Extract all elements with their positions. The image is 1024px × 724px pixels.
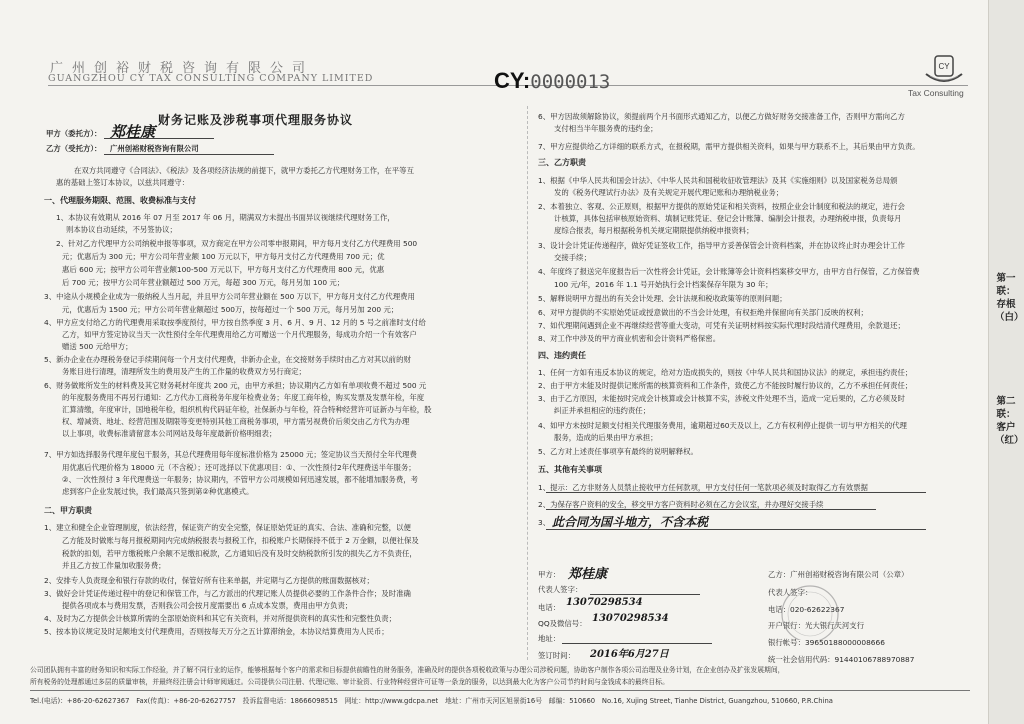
s1-line: 元；优惠后为 300 元；甲方公司年营业额 100 万元以下，甲方每月支付乙方代理费用 700 元；优 [62, 252, 385, 261]
company-name-en: GUANGZHOU CY TAX CONSULTING COMPANY LIMITED [48, 73, 374, 84]
s5-line: 2、为保存客户资料的安全，移交甲方客户资料时必须在乙方会议室，并办理好交接手续 [538, 500, 824, 509]
s2b-line: 支付相当半年服务费的违约金； [554, 124, 658, 133]
s2-line: 1、建立和健全企业管理制度，依法经营，保证资产的安全完整，保证原始凭证的真实、合法、准确和完整，以便 [44, 523, 411, 532]
s3-line: 4、年度终了报送完年度报告后一次性将会计凭证，会计账簿等会计资料档案移交甲方，由甲方自行保管，乙方保管费 [538, 267, 920, 276]
s3-line: 7、如代理期间遇到企业不再继续经营等重大变动，可凭有关证明材料按实际代理时段结清代理费用，余款退还； [538, 321, 905, 330]
s2b-line: 6、甲方因故须解除协议，须提前两个月书面形式通知乙方，以便乙方做好财务交接准备工作，否则甲方需向乙方 [538, 112, 905, 121]
s1-line: 5、新办企业在办理税务登记手续期间每一个月支付代理费，非新办企业，在交接财务手续时由乙方对其以前的财 [44, 355, 411, 364]
s1-line: 惠后 600 元；按甲方公司年营业额100-500 万元以下，甲方每月支付乙方代理费用 800 元，优惠 [62, 265, 385, 274]
s3-line: 2、本着独立、客观、公正原则，根据甲方提供的原始凭证和相关资料，按照企业会计制度和税法的规定，进行会 [538, 202, 905, 211]
footer-divider [30, 690, 970, 691]
party-a-sign-label: 甲方： [538, 570, 561, 579]
s4-line: 3、由于乙方原因，未能按时完成会计核算或会计核算不实，涉税文件处理不当，造成一定后果的，乙方必须及时 [538, 394, 905, 403]
s3-line: 度综合报表，每月根据税务机关规定期限提供纳税申报资料； [554, 226, 754, 235]
s5-handwritten-note: 此合同为国斗地方，不含本税 [552, 515, 709, 529]
s5-underline [546, 509, 876, 510]
s1-line: 以上事项，收费标准请留意本公司网站及每年度最新价格明细表； [62, 429, 277, 438]
party-a-phone-label: 电话： [538, 603, 561, 612]
s1-line: 权、增减资、地址、经营范围及期限等变更特别其他工商税务事项，甲方需另视费价后须交由乙方代为办理 [62, 417, 410, 426]
party-a-name: 郑桂康 [110, 123, 156, 141]
s1-line: 3、中途从小规模企业成为一般纳税人当月起，并且甲方公司年营业额在 500 万以下，甲方每月支付乙方代理费用 [44, 292, 415, 301]
s1-line: 7、甲方如选择服务代理年度包干服务，其总代理费用每年度标准价格为 25000 元；签定协议当天预付全年代理费 [44, 450, 417, 459]
signing-date: 2016年6月27日 [590, 649, 669, 660]
s2-line: 提供各项成本与费用发票，否则我公司会按月度需要出 6 点成本发票，费用由甲方负责； [62, 601, 353, 610]
s2-line: 2、安排专人负责现金和银行存款的收付，保管好所有往来单据，并定期与乙方提供的账面数据核对； [44, 576, 374, 585]
serial-prefix: CY: [494, 68, 531, 93]
serial-number [494, 68, 610, 94]
party-b-bank: 开户银行：光大银行天河支行 [768, 621, 865, 630]
party-b-label: 乙方（受托方）： [46, 144, 102, 153]
s1-line: 则本协议自动延续，不另签协议； [66, 225, 177, 234]
s5-underline [546, 492, 926, 493]
signing-date-label: 签订时间： [538, 651, 575, 660]
s1-line: 的年度服务费用不再另行通知：乙方代办工商税务年度年检费业务；年度工商年检，购买发票及发票年检，年度 [62, 393, 425, 402]
party-a-phone: 13070298534 [566, 597, 643, 608]
party-b-sign-label: 乙方：广州创裕财税咨询有限公司（公章） [768, 570, 909, 579]
s2-line: 4、及时为乙方提供会计核算所需的全部原始资料和其它有关资料，并对所提供资料的真实性和完整性负责； [44, 614, 397, 623]
s1-line: 赠送 500 元给甲方； [62, 342, 133, 351]
s1-line: 务账目进行清理，清理所发生的费用及产生的工作量的收费双方另行商定； [62, 367, 306, 376]
s4-line: 1、任何一方如有违反本协议的规定，给对方造成损失的，则按《中华人民共和国协议法》的规定，承担违约责任； [538, 368, 913, 377]
footer-contact: Tel.(电话)：+86-20-62627367 Fax(传真)：+86-20-62627757 投诉监督电话：18666098515 网址：http://www.gdcpa.net 地址：广州市天河区旭景街16号 邮编：510660 No.16, Xujing Street, Tianhe District, Guangzhou, 510660, P.R.China [30, 697, 833, 705]
intro-line-2: 惠的基础上签订本协议，以兹共同遵守： [56, 178, 190, 187]
company-logo-icon [920, 52, 968, 86]
s1-line: 4、甲方应支付给乙方的代理费用采取按季度预付，甲方按自然季度 3 月、6 月、9 月、12 月的 5 号之前准时支付给 [44, 318, 426, 327]
party-a-qq-label: QQ及微信号： [538, 619, 587, 628]
s1-line: 汇算清缴，年度审计，国地税年检，组织机构代码证年检，社保新办与年检，符合特种经营许可证新办与年检，股 [62, 405, 432, 414]
company-seal-icon [760, 580, 860, 640]
party-a-address-label: 地址： [538, 634, 561, 643]
s1-line: 1、本协议有效期从 2016 年 07 月至 2017 年 06 月，期满双方未提出书面异议视继续代理财务工作， [56, 213, 395, 222]
s5-line: 3、 [538, 518, 551, 527]
s4-line: 4、如甲方未按时足额支付相关代理服务费用，逾期超过60天及以上，乙方有权利停止提供一切与甲方相关的代理 [538, 421, 907, 430]
party-a-qq: 13070298534 [592, 613, 669, 624]
tax-consulting-label: Tax Consulting [908, 88, 964, 98]
party-b-name: 广州创裕财税咨询有限公司 [110, 144, 199, 153]
section-5-heading: 五、其他有关事项 [538, 465, 602, 474]
s2-line: 乙方能及时做账与每月报税期间内完成纳税报表与报税工作，扣税账户长期保持不低于 2 万金额，以便社保及 [62, 536, 419, 545]
party-a-rep-label: 代表人签字： [538, 585, 583, 594]
s3-line: 6、对甲方提供的不实原始凭证或授意做出的不当会计处理，有权拒绝并保留向有关部门反映的权利； [538, 308, 868, 317]
s3-line: 8、对工作中涉及的甲方商业机密和会计资料严格保密。 [538, 334, 721, 343]
party-b-underline [104, 154, 274, 155]
s4-line: 2、由于甲方未能及时提供记账所需的核算资料和工作条件，致使乙方不能按时履行协议的，乙方不承担任何责任； [538, 381, 913, 390]
copy-label-customer: 第二联：客户（红） [995, 396, 1024, 446]
s2-line: 税款的扣划，若甲方缴税账户余额不足缴扣税款，乙方通知后没有及时交纳税款所引发的损失乙方不负责任， [62, 549, 417, 558]
s3-line: 发的《税务代理试行办法》及有关规定开展代理记账和办理纳税业务； [554, 188, 784, 197]
serial-value: 0000013 [530, 71, 611, 93]
section-2-heading: 二、甲方职责 [44, 506, 92, 515]
s2-line: 并且乙方按工作量加收服务费； [62, 561, 166, 570]
s3-line: 计核算，具体包括审核原始资料、填制记账凭证、登记会计账簿、编制会计报表，办理纳税申报，负责每月 [554, 214, 902, 223]
s1-line: ②、一次性预付 3 年代理费送一年服务；协议期内，不管甲方公司规模如何迅速发展，都不能增加服务费，考 [62, 475, 418, 484]
s5-underline [546, 529, 926, 530]
s3-line: 交接手续； [554, 253, 591, 262]
section-1-heading: 一、代理服务期限、范围、收费标准与支付 [44, 196, 196, 205]
party-b-credit-code: 统一社会信用代码：91440106788970887 [768, 655, 915, 664]
s1-line: 2、针对乙方代理甲方公司纳税申报等事项，双方商定在甲方公司零申报期间，甲方每月支付乙方代理费用 500 [56, 239, 418, 248]
s1-line: 用优惠后代理价格为 18000 元（不含税）；还可选择以下优惠项目：①、一次性预付2年代理费送半年服务； [62, 463, 416, 472]
s3-line: 5、解释说明甲方提出的有关会计处理、会计法规和税收政策等的原则问题； [538, 294, 787, 303]
s2-line: 3、做好会计凭证传递过程中的登记和保管工作，与乙方派出的代理记账人员提供必要的工作条件合作；及时准确 [44, 589, 411, 598]
party-a-rep-line [590, 594, 700, 595]
s1-line: 虑到客户企业发展过快，我们最高只签到第②种优惠模式。 [62, 487, 254, 496]
party-a-label: 甲方（委托方）： [46, 129, 102, 138]
copy-label-stub: 第一联：存根（白） [995, 273, 1024, 323]
s3-line: 1、根据《中华人民共和国会计法》、《中华人民共和国税收征收管理法》及其《实施细则》以及国家税务总局颁 [538, 176, 898, 185]
s4-line: 5、乙方对上述责任事项享有最终的说明解释权。 [538, 447, 698, 456]
s5-line: 1、提示：乙方非财务人员禁止接收甲方任何款项，甲方支付任何一笔款项必须及时取得乙方有效票据 [538, 483, 868, 492]
s1-line: 元，优惠后为 1500 元；甲方公司年营业额超过 500万，按每超过一个 500 万元，每月另加 200 元； [62, 305, 399, 314]
column-divider [527, 106, 528, 660]
party-b-rep-label: 代表人签字： [768, 588, 813, 597]
company-name-cn: 广州创裕财税咨询有限公司 [50, 61, 315, 76]
s1-line: 后 700 元；按甲方公司年营业额超过 500 万元，每超 300 万元，每月另加 100 元； [62, 278, 345, 287]
logo-text: CY [938, 62, 950, 71]
s2b-line: 7、甲方应提供给乙方详细的联系方式，在报税期，需甲方提供相关资料，如果与甲方联系不上，其后果由甲方负责。 [538, 142, 920, 151]
s4-line: 服务，造成的后果由甲方承担； [554, 433, 658, 442]
section-3-heading: 三、乙方职责 [538, 158, 586, 167]
footer-line-2: 所有税务的处理都通过多层的质量审核，并最终经注册会计师审阅通过。公司提供公司注册、代理记账、审计验资、行业特种经营许可证等一条龙的服务，以达到最大化为客户公司节约时间与金钱成本的最终目标。 [30, 678, 669, 686]
party-a-sign-name: 郑桂康 [568, 567, 608, 582]
s1-line: 乙方，如甲方签定协议当天一次性预付全年代理费用给乙方可赠送一个月代理服务，每成功介绍一个有效客户 [62, 330, 417, 339]
party-a-address-line [562, 643, 712, 644]
s3-line: 100 元/年，2016 年 1.1 号开始执行会计档案保存年限为 30 年； [554, 280, 773, 289]
party-b-phone: 020-62622367 [790, 605, 845, 614]
section-4-heading: 四、违约责任 [538, 351, 586, 360]
party-a-underline [104, 138, 214, 139]
s2-line: 5、按本协议规定及时足额地支付代理费用，否则按每天万分之五计算滞纳金，本协议结算费用为人民币； [44, 627, 389, 636]
party-b-account: 银行帐号：39650188000008666 [768, 638, 885, 647]
document-title: 财务记账及涉税事项代理服务协议 [158, 113, 354, 127]
s1-line: 6、财务做账所发生的材料费及其它财务耗材年度共 200 元，由甲方承担；协议期内乙方如有单项收费不超过 500 元 [44, 381, 427, 390]
page-fold-strip [988, 0, 1024, 724]
intro-line-1: 在双方共同遵守《合同法》、《税法》及各项经济法规的前提下，就甲方委托乙方代理财务工作，在平等互 [74, 166, 414, 175]
footer-line-1: 公司团队拥有丰富的财务知识和实际工作经验，并了解不同行业的运作，能够根据每个客户的需求和目标提供前瞻性的财务服务，准确及时的提供各项税收政策与办理公司涉税问题，协助客户制作各项公司治理及业务计划，在企业创办及扩张发展期间， [30, 666, 785, 674]
s3-line: 3、设计会计凭证传递程序，做好凭证签收工作，指导甲方妥善保管会计资料档案，并在协议终止时办理会计工作 [538, 241, 905, 250]
s4-line: 纠正并承担相应的违约责任； [554, 406, 651, 415]
party-b-phone-label: 电话： [768, 605, 791, 614]
